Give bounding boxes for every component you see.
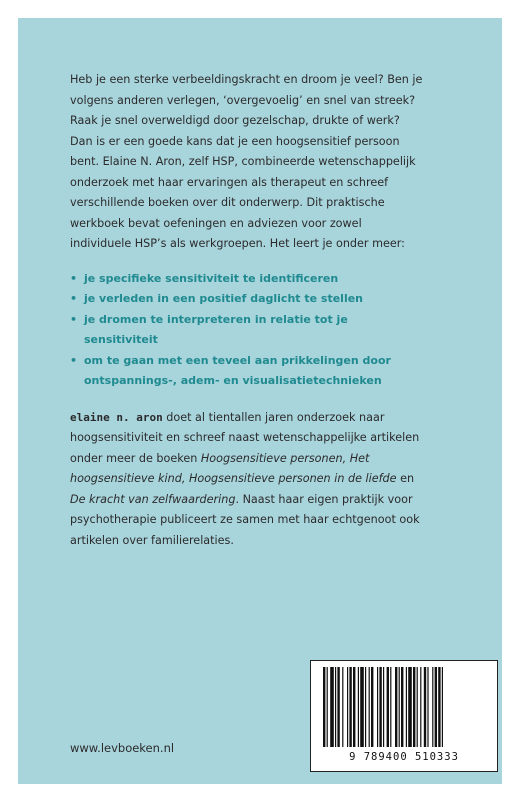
barcode-bar: [349, 667, 351, 747]
barcode-bar: [424, 667, 426, 747]
barcode-bar: [371, 667, 373, 747]
barcode-bar: [420, 667, 421, 747]
publisher-website[interactable]: www.levboeken.nl: [70, 741, 175, 755]
bio-text: doet al tientallen jaren onderzoek naar hoogsensitiviteit en schreef naast wetenschappelijke artikelen onder meer de boeken: [70, 410, 420, 465]
barcode-bar: [427, 667, 428, 747]
intro-paragraph: [70, 70, 425, 255]
bullet-icon: •: [70, 292, 78, 305]
bullet-item: • je verleden in een positief daglicht te stellen: [70, 289, 425, 310]
barcode-bar: [383, 667, 384, 747]
bullet-item: • om te gaan met een teveel aan prikkelingen door ontspannings-, adem- en visualisatietechnieken: [70, 351, 425, 392]
intro-text: Heb je een sterke verbeeldingskracht en droom je veel? Ben je volgens anderen verlegen, ‘overgevoelig’ en snel van streek? Raak je snel overweldigd door gezelschap, drukte of werk? Dan is er een goede kans dat je een hoogsensitief persoon bent. Elaine N. Aron, zelf HSP, combineerde wetenschappelijk onderzoek met haar ervaringen als therapeut en schreef verschillende boeken over dit onderwerp. Dit praktische werkboek bevat oefeningen en adviezen voor zowel individuele HSP’s als werkgroepen. Het leert je onder meer:: [70, 73, 423, 250]
barcode-bar: [417, 667, 418, 747]
barcode-bar: [323, 667, 325, 747]
isbn-number: 9 789400 510333: [349, 751, 459, 763]
barcode-bar: [395, 667, 397, 747]
bullet-icon: •: [70, 312, 78, 326]
bullet-icon: •: [70, 353, 78, 367]
barcode-bar: [360, 667, 364, 747]
bio-text: en: [396, 472, 415, 485]
barcode-bar: [390, 667, 391, 747]
barcode-bar: [369, 667, 370, 747]
barcode-bar: [387, 667, 389, 747]
barcode-bar: [358, 667, 359, 747]
barcode-bar: [327, 667, 328, 747]
book-titles: Hoogsensitieve personen, Het hoogsensitieve kind, Hoogsensitieve personen in de liefde: [70, 451, 397, 485]
barcode-bar: [399, 667, 400, 747]
barcode-bar: [347, 667, 348, 747]
barcode-bar: [401, 667, 403, 747]
barcode-bar: [442, 667, 443, 747]
barcode-bar: [379, 667, 381, 747]
barcode-bar: [365, 667, 366, 747]
barcode-bar: [435, 667, 437, 747]
bullet-item: • je specifieke sensitiviteit te identificeren: [70, 269, 425, 290]
author-bio: [70, 408, 425, 552]
barcode-bar: [377, 667, 378, 747]
author-name: elaine n. aron: [70, 410, 163, 424]
barcode-bar: [438, 667, 440, 747]
bullet-icon: •: [70, 271, 78, 285]
bullet-list: [70, 269, 425, 392]
back-cover-content: [70, 70, 425, 562]
barcode-bar: [408, 667, 412, 747]
barcode-bar: [432, 667, 433, 747]
barcode-bar: [413, 667, 415, 747]
barcode-bar: [330, 667, 334, 747]
book-title: De kracht van zelfwaardering: [70, 492, 236, 506]
bullet-item: • je dromen te interpreteren in relatie tot je sensitiviteit: [70, 310, 425, 351]
barcode-icon: [319, 667, 489, 749]
barcode-bar: [335, 667, 336, 747]
bio-text: . Naast haar eigen praktijk voor psychotherapie publiceert ze samen met haar echtgenoot ook artikelen over familierelaties.: [70, 492, 420, 547]
barcode-bar: [337, 667, 339, 747]
barcode-bar: [353, 667, 355, 747]
barcode-bar: [406, 667, 407, 747]
isbn-barcode: [310, 660, 498, 772]
barcode-bar: [342, 667, 343, 747]
